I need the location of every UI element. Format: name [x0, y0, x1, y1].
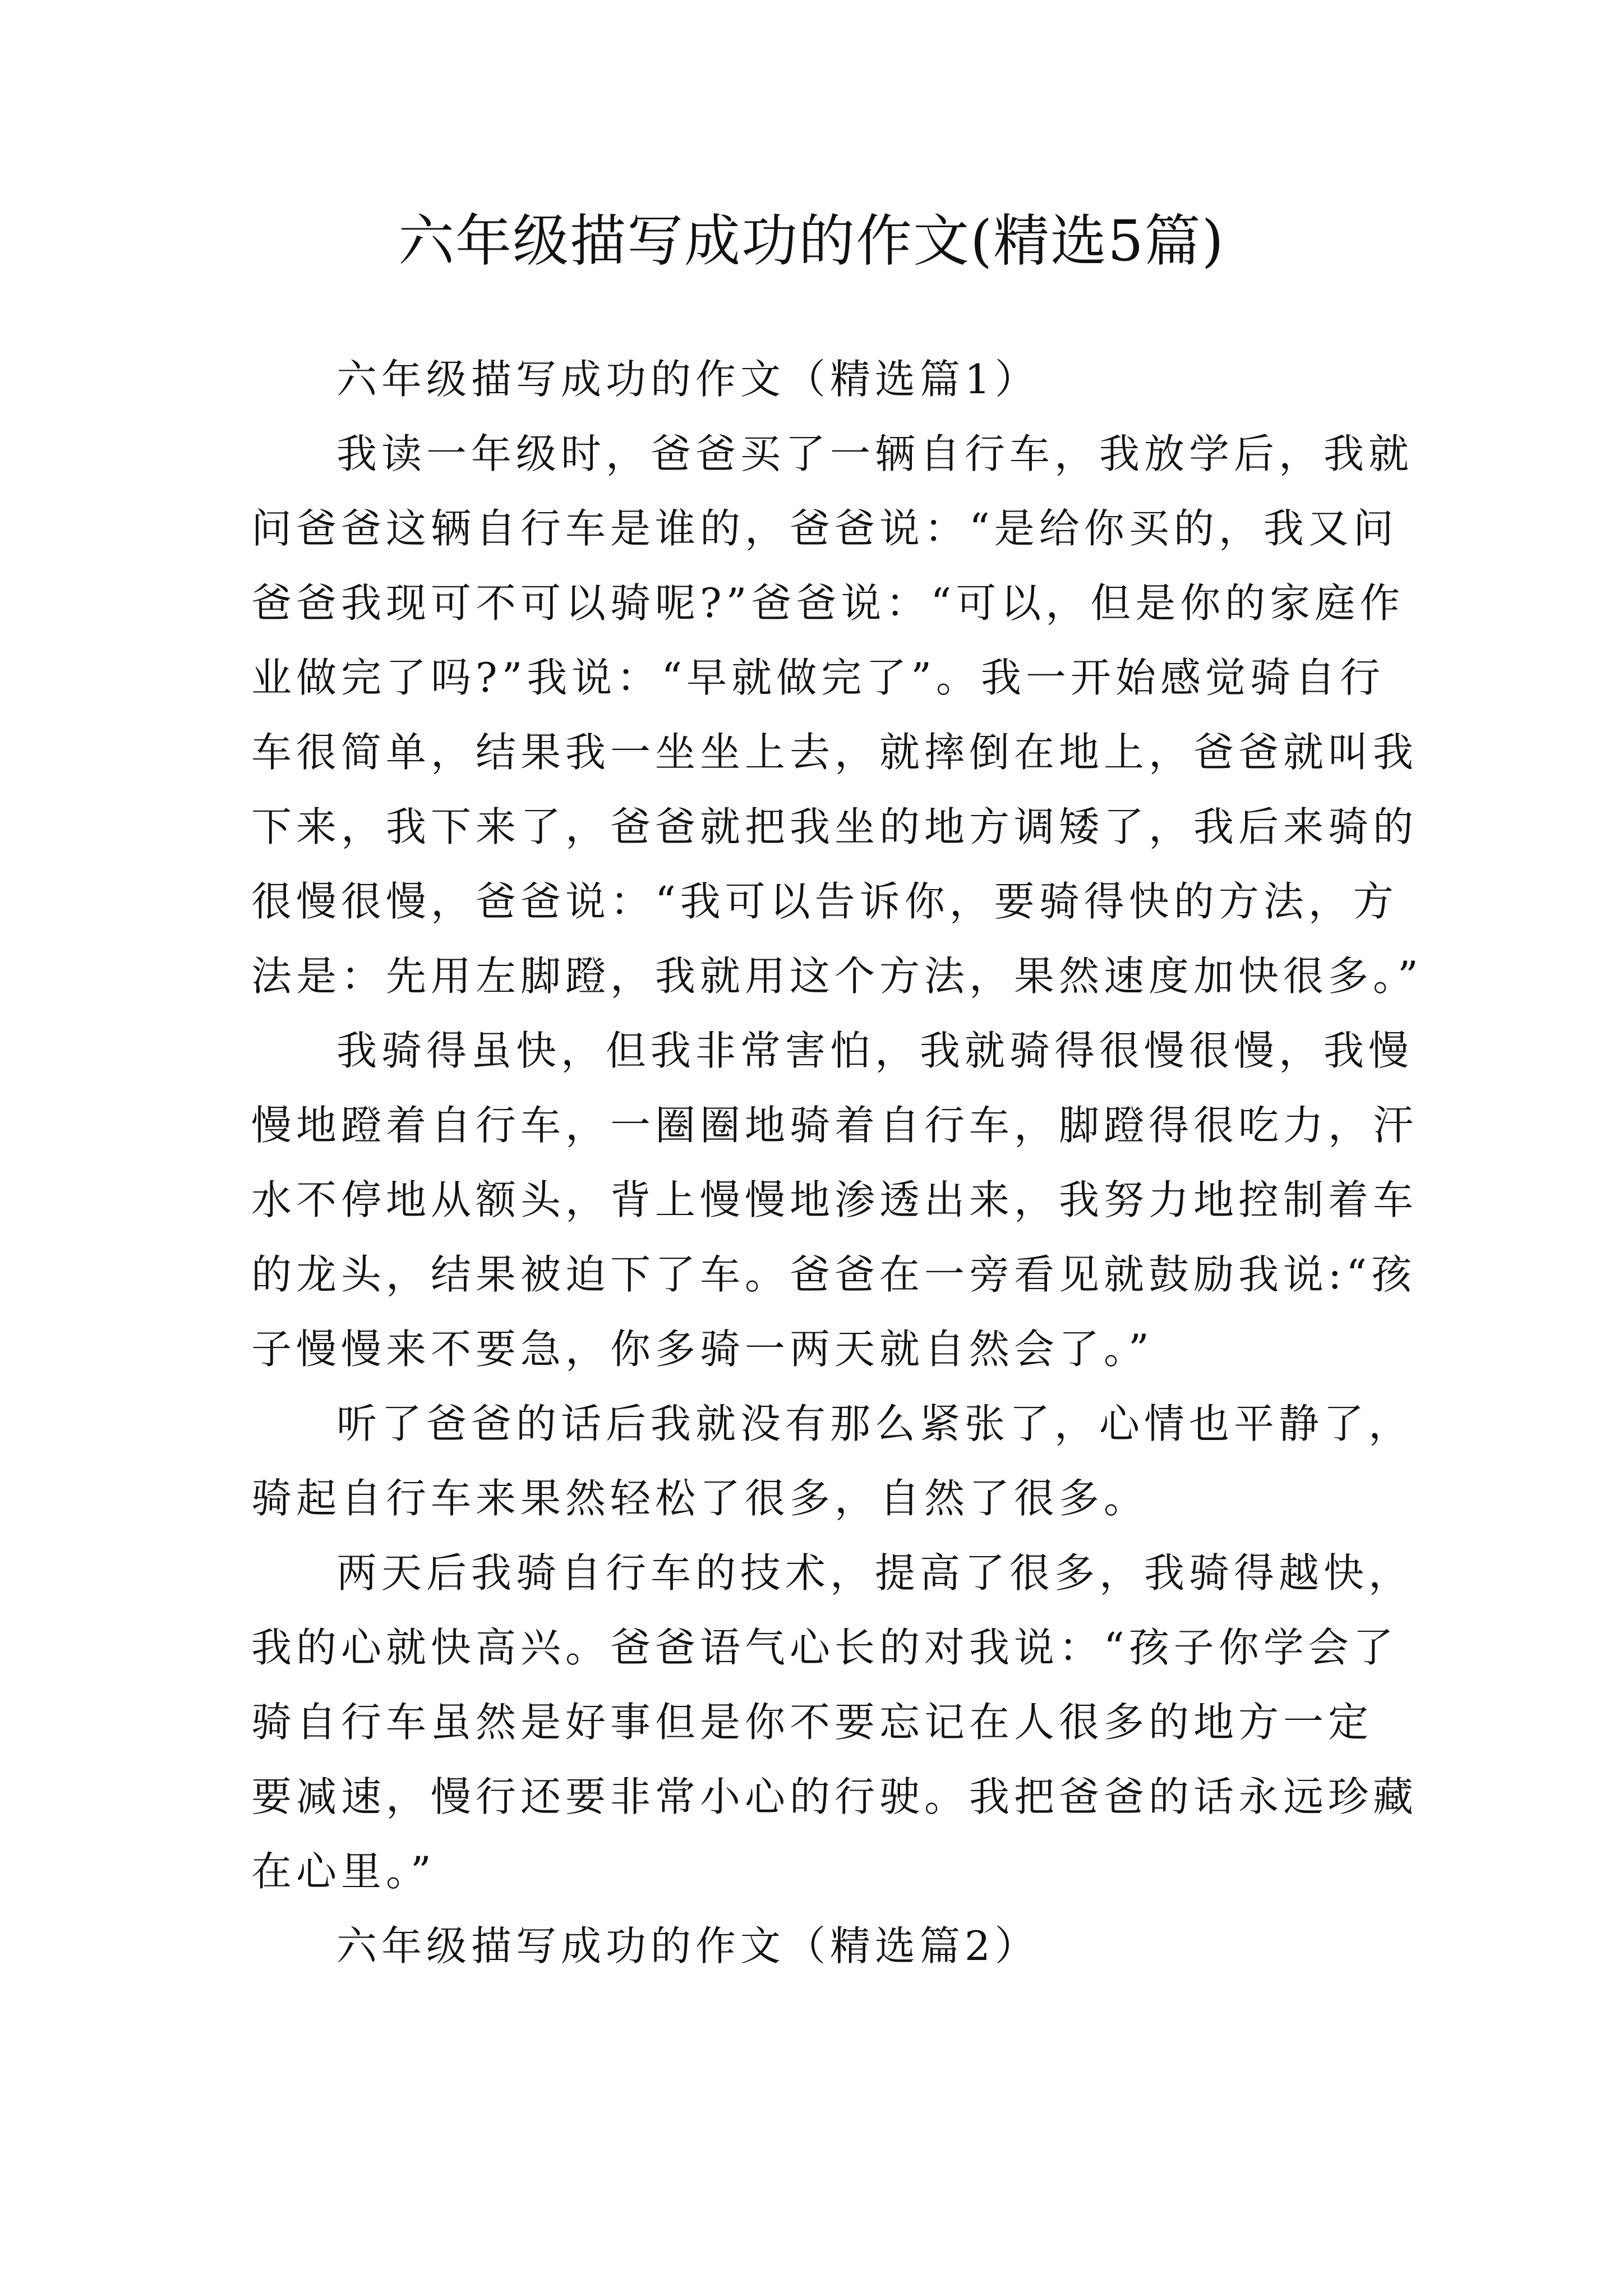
document-title: 六年级描写成功的作文(精选5篇)	[398, 208, 1225, 274]
text-line: 要减速，慢行还要非常小心的行驶。我把爸爸的话永远珍藏	[251, 1773, 1418, 1820]
text-line: 我读一年级时，爸爸买了一辆自行车，我放学后，我就	[336, 430, 1414, 477]
text-line: 两天后我骑自行车的技术，提高了很多，我骑得越快，	[336, 1549, 1414, 1596]
text-line: 很慢很慢，爸爸说：“我可以告诉你，要骑得快的方法，方	[251, 878, 1398, 925]
text-line: 听了爸爸的话后我就没有那么紧张了，心情也平静了，	[336, 1400, 1414, 1447]
text-line: 骑自行车虽然是好事但是你不要忘记在人很多的地方一定	[251, 1699, 1373, 1746]
text-line: 我骑得虽快，但我非常害怕，我就骑得很慢很慢，我慢	[336, 1027, 1414, 1074]
document-body	[251, 342, 1423, 1984]
text-line: 下来，我下来了，爸爸就把我坐的地方调矮了，我后来骑的	[251, 803, 1418, 850]
text-line: 业做完了吗?”我说：“早就做完了”。我一开始感觉骑自行	[251, 654, 1385, 701]
section-heading-1: 六年级描写成功的作文（精选篇1）	[336, 356, 1040, 403]
text-line: 水不停地从额头，背上慢慢地渗透出来，我努力地控制着车	[251, 1176, 1418, 1223]
text-line: 法是：先用左脚蹬，我就用这个方法，果然速度加快很多。”	[251, 953, 1423, 1000]
section-heading-2: 六年级描写成功的作文（精选篇2）	[336, 1922, 1040, 1970]
text-line: 子慢慢来不要急，你多骑一两天就自然会了。”	[251, 1326, 1154, 1373]
text-line: 车很简单，结果我一坐坐上去，就摔倒在地上，爸爸就叫我	[251, 729, 1418, 776]
text-line: 慢地蹬着自行车，一圈圈地骑着自行车，脚蹬得很吃力，汗	[251, 1102, 1418, 1149]
text-line: 在心里。”	[251, 1848, 436, 1895]
text-line: 的龙头，结果被迫下了车。爸爸在一旁看见就鼓励我说:“孩	[251, 1251, 1417, 1298]
text-line: 骑起自行车来果然轻松了很多，自然了很多。	[251, 1475, 1149, 1522]
text-line: 问爸爸这辆自行车是谁的，爸爸说：“是给你买的，我又问	[251, 505, 1398, 552]
text-line: 爸爸我现可不可以骑呢?”爸爸说：“可以，但是你的家庭作	[251, 579, 1405, 627]
text-line: 我的心就快高兴。爸爸语气心长的对我说：“孩子你学会了	[251, 1624, 1398, 1671]
